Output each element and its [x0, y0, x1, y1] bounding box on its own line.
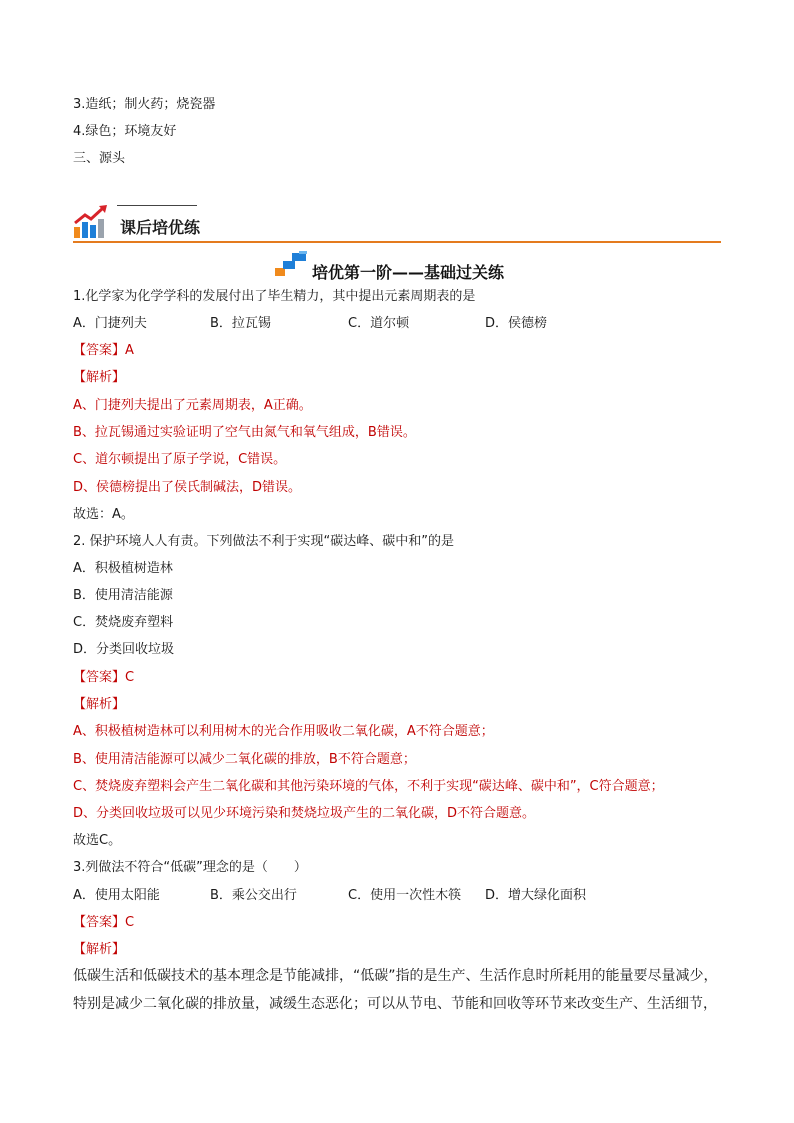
section-title: 课后培优练: [120, 218, 201, 237]
q3-option-d: D．增大绿化面积: [485, 888, 587, 903]
header-accent-line: [117, 205, 197, 206]
q1-stem: 1.化学家为化学学科的发展付出了毕生精力，其中提出元素周期表的是: [73, 289, 476, 304]
q1-analysis-c: C、道尔顿提出了原子学说，C错误。: [73, 452, 287, 467]
q2-analysis-a: A、积极植树造林可以利用树木的光合作用吸收二氧化碳，A不符合题意；: [73, 724, 494, 739]
q2-analysis-c: C、焚烧废弃塑料会产生二氧化碳和其他污染环境的气体，不利于实现“碳达峰、碳中和”，C符合题意；: [73, 779, 664, 794]
q1-conclusion: 故选：A。: [73, 507, 134, 522]
q3-option-a: A．使用太阳能: [73, 888, 160, 903]
subsection-title: 培优第一阶——基础过关练: [312, 263, 505, 282]
q3-analysis-label: 【解析】: [73, 942, 126, 957]
q2-stem: 2. 保护环境人人有责。下列做法不利于实现“碳达峰、碳中和”的是: [73, 534, 455, 549]
q2-answer: 【答案】C: [73, 670, 135, 685]
q1-analysis-label: 【解析】: [73, 370, 126, 385]
q1-analysis-b: B、拉瓦锡通过实验证明了空气由氮气和氧气组成，B错误。: [73, 425, 416, 440]
q1-analysis-a: A、门捷列夫提出了元素周期表，A正确。: [73, 398, 312, 413]
q1-option-d: D．侯德榜: [485, 316, 548, 331]
q1-option-b: B．拉瓦锡: [210, 316, 271, 331]
answer-line-3: 3.造纸；制火药；烧瓷器: [73, 97, 216, 112]
q2-analysis-label: 【解析】: [73, 697, 126, 712]
q3-option-b: B．乘公交出行: [210, 888, 297, 903]
q1-option-c: C．道尔顿: [348, 316, 410, 331]
q2-option-c: C．焚烧废弃塑料: [73, 615, 174, 630]
q2-conclusion: 故选C。: [73, 833, 122, 848]
answer-line-5: 三、源头: [73, 151, 126, 166]
q2-option-b: B．使用清洁能源: [73, 588, 173, 603]
steps-icon: [275, 251, 309, 277]
chart-growth-icon: [73, 203, 109, 239]
q2-option-a: A．积极植树造林: [73, 561, 173, 576]
q3-answer: 【答案】C: [73, 915, 135, 930]
q3-stem: 3.列做法不符合“低碳”理念的是（ ）: [73, 860, 307, 875]
q3-option-c: C．使用一次性木筷: [348, 888, 462, 903]
q1-option-a: A．门捷列夫: [73, 316, 147, 331]
section-divider: [73, 241, 721, 243]
answer-line-4: 4.绿色；环境友好: [73, 124, 177, 139]
q2-option-d: D．分类回收垃圾: [73, 642, 175, 657]
q1-answer: 【答案】A: [73, 343, 134, 358]
q1-analysis-d: D、侯德榜提出了侯氏制碱法，D错误。: [73, 480, 302, 495]
q3-analysis-paragraph: 低碳生活和低碳技术的基本理念是节能减排，“低碳”指的是生产、生活作息时所耗用的能量要尽量减少，特别是减少二氧化碳的排放量，减缓生态恶化；可以从节电、节能和回收等环节来改变生产、生活细节，: [73, 968, 718, 1012]
q2-analysis-b: B、使用清洁能源可以减少二氧化碳的排放，B不符合题意；: [73, 752, 416, 767]
q2-analysis-d: D、分类回收垃圾可以见少环境污染和焚烧垃圾产生的二氧化碳，D不符合题意。: [73, 806, 536, 821]
